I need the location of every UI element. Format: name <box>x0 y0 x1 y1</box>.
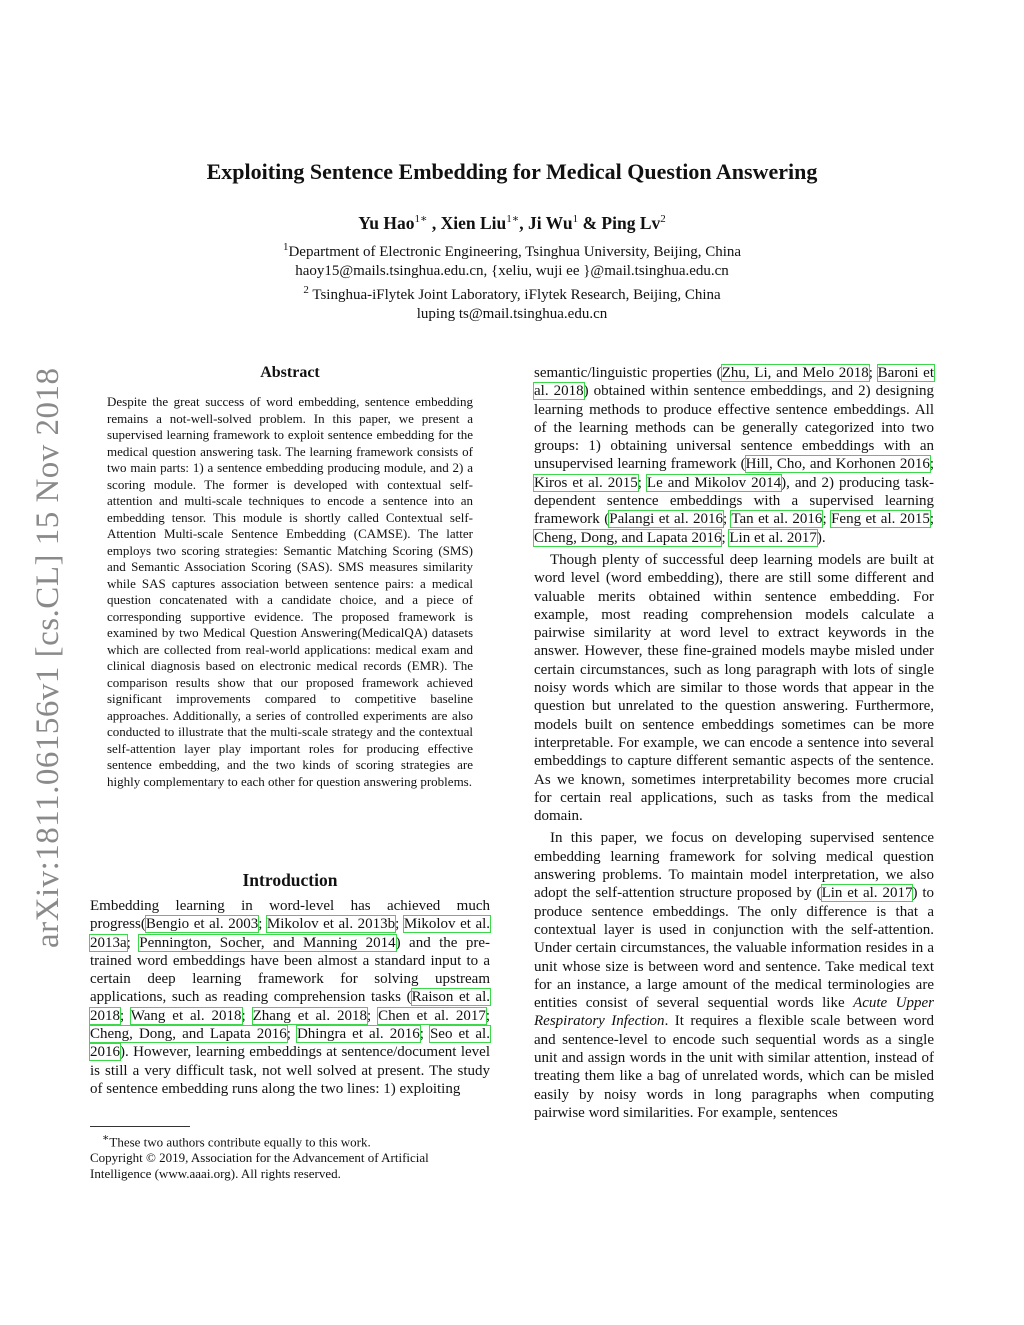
citation-link[interactable]: Cheng, Dong, and Lapata 2016 <box>534 529 722 546</box>
copyright-notice: Copyright © 2019, Association for the Advancement of Artificial Intelligence (www.aaai.org). All rights reserved. <box>90 1150 429 1182</box>
citation-link[interactable]: Cheng, Dong, and Lapata 2016 <box>90 1026 287 1043</box>
author-mark: 1∗ <box>506 213 520 225</box>
author-name: Ping Lv <box>601 212 661 233</box>
right-column <box>534 364 934 1122</box>
author-name: Yu Hao <box>358 212 415 233</box>
citation-link[interactable]: Pennington, Socher, and Manning 2014 <box>139 934 396 951</box>
citation-link[interactable]: Palangi et al. 2016 <box>609 511 724 528</box>
author-name: Ji Wu <box>528 212 573 233</box>
footnotes <box>90 1130 490 1182</box>
abstract-heading: Abstract <box>260 364 320 381</box>
affiliations <box>100 238 924 324</box>
footnote-mark: ∗ <box>102 1132 110 1144</box>
arxiv-identifier[interactable]: arXiv:1811.06156v1 [cs.CL] 15 Nov 2018 <box>30 367 66 948</box>
citation-link[interactable]: Seo et al. 2016 <box>90 1026 490 1061</box>
citation-link[interactable]: Lin et al. 2017 <box>821 885 913 902</box>
footnote-equal-contribution: These two authors contribute equally to this work. <box>109 1134 371 1150</box>
introduction-heading: Introduction <box>242 870 338 890</box>
email-line-1[interactable]: haoy15@mails.tsinghua.edu.cn, {xeliu, wuji ee }@mail.tsinghua.edu.cn <box>295 263 729 279</box>
citation-link[interactable]: Lin et al. 2017 <box>729 529 817 546</box>
citation-link[interactable]: Tan et al. 2016 <box>731 511 823 528</box>
right-paragraph-3: In this paper, we focus on developing supervised sentence embedding learning framework for solving medical question answering problems. To maintain model interpretation, we also adopt the self-attention structure proposed by (Lin et al. 2017) to produce sentence embeddings. The only difference is that a contextual layer is used in conjunction with the self-attention. Under certain circumstances, the valuable information resides in a unit whose size is between word and sentence. Take medical text for an instance, a large amount of the medical terminologies are entities consist of several sequential words like Acute Upper Respiratory Infection. It requires a flexible scale between word and sentence-level to encode such sequential words as a single unit and assign words in the unit with similar attention, instead of treating them like a bag of unrelated words, which can be misled easily by noisy words in long paragraphs when computing pairwise word similarities. For example, sentences <box>534 830 934 1121</box>
author-list: Yu Hao$^{1∗}$ , Xien Liu$^{1∗}$, Ji Wu$^1$ & Ping Lv$^2$ <box>358 212 666 233</box>
citation-link[interactable]: Mikolov et al. 2013b <box>266 916 396 933</box>
author-mark: 2 <box>660 213 666 225</box>
affiliation-1: Department of Electronic Engineering, Tsinghua University, Beijing, China <box>288 244 742 260</box>
citation-link[interactable]: Hill, Cho, and Korhonen 2016 <box>745 456 930 473</box>
emphasized-term: Acute Upper Respiratory Infection <box>534 995 934 1030</box>
abstract-text: Despite the great success of word embedding, sentence embedding remains a not-well-solved problem. In this paper, we present a supervised learning framework to exploit sentence embedding for the medical question answering task. The learning framework consists of two main parts: 1) a sentence embedding producing module, and 2) a scoring module. The former is developed with contextual self-attention and multi-scale techniques to encode a sentence into an embedding tensor. This module is shortly called Contextual self-Attention Multi-scale Sentence Embedding (CAMSE). The latter employs two scoring strategies: Semantic Matching Scoring (SMS) and Semantic Association Scoring (SAS). SMS measures similarity while SAS captures association between sentence pairs: a medical question concatenated with a candidate choice, and a piece of corresponding supportive evidence. The proposed framework is examined by two Medical Question Answering(MedicalQA) datasets which are collected from real-world applications: medical exam and clinical diagnosis based on electronic medical records (EMR). The comparison results show that our proposed framework achieved significant improvements compared to competitive baseline approaches. Additionally, a series of controlled experiments are also conducted to illustrate that the multi-scale strategy and the contextual self-attention layer play important roles for producing effective sentence embedding, and the two kinds of scoring strategies are highly complementary to each other for question answering problems. <box>107 394 473 789</box>
citation-link[interactable]: Mikolov et al. 2013a <box>90 916 491 951</box>
affiliation-2: Tsinghua-iFlytek Joint Laboratory, iFlytek Research, Beijing, China <box>308 287 721 303</box>
citation-link[interactable]: Zhang et al. 2018 <box>252 1007 367 1024</box>
paper-title: Exploiting Sentence Embedding for Medical Question Answering <box>206 159 818 184</box>
affiliation-mark: 2 <box>303 284 309 296</box>
affiliation-mark: 1 <box>282 241 289 253</box>
citation-link[interactable]: Kiros et al. 2015 <box>534 474 638 491</box>
citation-link[interactable]: Bengio et al. 2003 <box>145 916 259 933</box>
right-paragraph-2: Though plenty of successful deep learning models are built at word level (word embedding), there are still some different and valuable merits obtained within sentence embedding. For example, most reading comprehension models calculate a pairwise similarity at word level to extract keywords in the answer. However, these fine-grained models maybe misled under certain circumstances, such as long paragraph with lots of single noisy words which are similar to those words that appear in the question but unrelated to the question answering. Furthermore, models built on sentence embeddings sometimes can be more interpretable. For example, we can encode a sentence into several embeddings to capture different semantic aspects of the sentence. As we known, sometimes interpretability becomes more crucial for certain real applications, such as tasks from the medical domain. <box>534 551 934 825</box>
introduction-paragraph: Embedding learning in word-level has achieved much progress(Bengio et al. 2003; Mikolov et al. 2013b; Mikolov et al. 2013a; Pennington, Socher, and Manning 2014) and the pre-trained word embeddings have been almost a standard input to a certain deep learning framework for solving upstream applications, such as reading comprehension tasks (Raison et al. 2018; Wang et al. 2018; Zhang et al. 2018; Chen et al. 2017; Cheng, Dong, and Lapata 2016; Dhingra et al. 2016; Seo et al. 2016). However, learning embeddings at sentence/document level is still a very difficult task, not well solved at present. The study of sentence embedding runs along the two lines: 1) exploiting <box>90 898 491 1097</box>
citation-link[interactable]: Dhingra et al. 2016 <box>296 1026 420 1043</box>
citation-link[interactable]: Wang et al. 2018 <box>130 1007 242 1024</box>
right-paragraph-1: semantic/linguistic properties (Zhu, Li, and Melo 2018; Baroni et al. 2018) obtained within sentence embeddings, and 2) designing learning methods to produce effective sentence embeddings. All of the learning methods can be generally categorized into two groups: 1) obtaining universal sentence embeddings with an unsupervised learning framework (Hill, Cho, and Korhonen 2016; Kiros et al. 2015; Le and Mikolov 2014), and 2) producing task-dependent sentence embeddings with a supervised learning framework (Palangi et al. 2016; Tan et al. 2016; Feng et al. 2015; Cheng, Dong, and Lapata 2016; Lin et al. 2017). <box>534 365 934 546</box>
footnote-rule <box>90 1126 190 1127</box>
citation-link[interactable]: Baroni et al. 2018 <box>534 365 934 400</box>
author-mark: 1 <box>572 213 579 225</box>
citation-link[interactable]: Le and Mikolov 2014 <box>646 474 782 491</box>
citation-link[interactable]: Chen et al. 2017 <box>378 1007 486 1024</box>
citation-link[interactable]: Zhu, Li, and Melo 2018 <box>721 365 869 381</box>
citation-link[interactable]: Feng et al. 2015 <box>831 511 930 528</box>
citation-link[interactable]: Raison et al. 2018 <box>90 989 490 1024</box>
email-line-2[interactable]: luping ts@mail.tsinghua.edu.cn <box>416 306 608 322</box>
author-mark: 1∗ <box>414 213 428 225</box>
author-name: Xien Liu <box>440 212 507 233</box>
